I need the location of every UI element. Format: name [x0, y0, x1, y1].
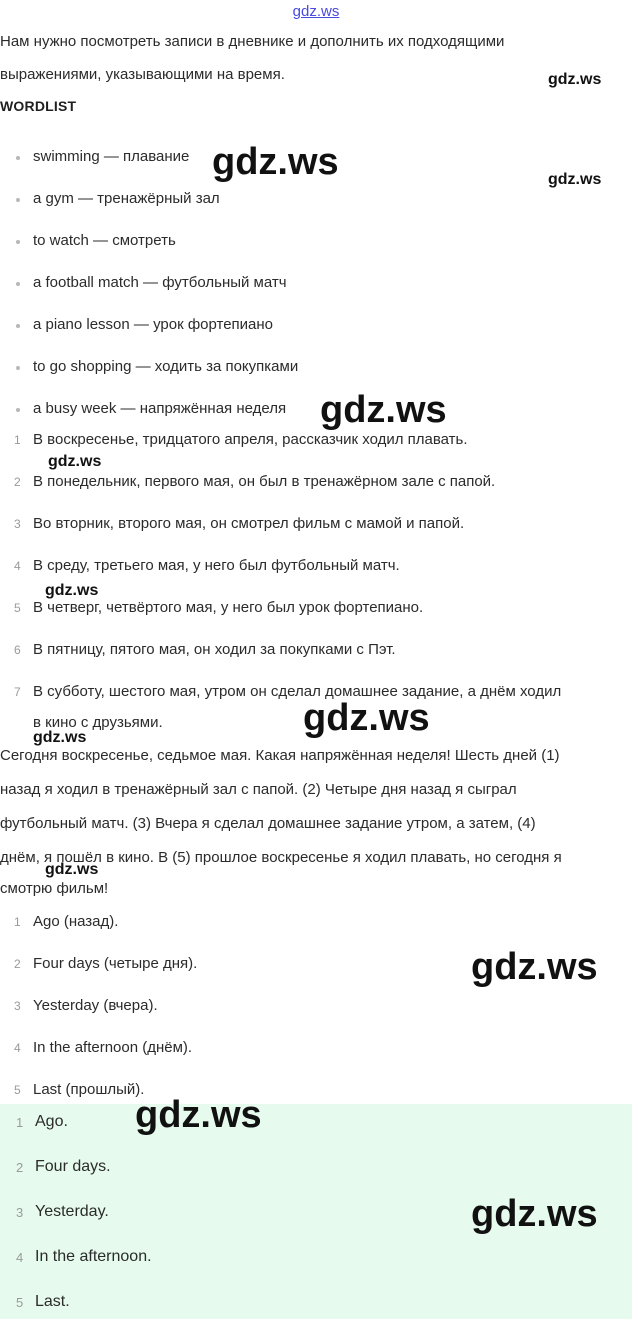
watermark: gdz.ws [548, 71, 602, 88]
hint-item: Four days (четыре дня). [33, 955, 198, 972]
story-line: футбольный матч. (3) Вчера я сделал домашнее задание утром, а затем, (4) [0, 815, 536, 832]
diary-item: В пятницу, пятого мая, он ходил за покупками с Пэт. [33, 641, 396, 658]
hint-number: 3 [14, 999, 21, 1013]
diary-number: 3 [14, 517, 21, 531]
wordlist-heading: WORDLIST [0, 98, 77, 114]
wordlist-item: to watch — смотреть [33, 232, 176, 249]
hint-item: Ago (назад). [33, 913, 119, 930]
wordlist-item: a busy week — напряжённая неделя [33, 400, 287, 417]
watermark: gdz.ws [548, 171, 602, 188]
answer-item: Yesterday. [35, 1203, 109, 1220]
hint-number: 4 [14, 1041, 21, 1055]
answer-item: Last. [35, 1293, 70, 1310]
story-line: смотрю фильм! [0, 880, 109, 897]
story-line: назад я ходил в тренажёрный зал с папой. (2) Четыре дня назад я сыграл [0, 781, 517, 798]
diary-number: 4 [14, 559, 21, 573]
wordlist-item: a football match — футбольный матч [33, 274, 287, 291]
diary-item: В субботу, шестого мая, утром он сделал домашнее задание, а днём ходил [33, 683, 562, 700]
wordlist-item: a piano lesson — урок фортепиано [33, 316, 274, 333]
diary-item: В понедельник, первого мая, он был в тренажёрном зале с папой. [33, 473, 496, 490]
diary-number: 6 [14, 643, 21, 657]
hint-item: In the afternoon (днём). [33, 1039, 193, 1056]
watermark: gdz.ws [471, 946, 598, 988]
diary-number: 7 [14, 685, 21, 699]
top-watermark-link[interactable]: gdz.ws [292, 3, 340, 20]
answer-item: Four days. [35, 1158, 111, 1175]
diary-item: В четверг, четвёртого мая, у него был урок фортепиано. [33, 599, 424, 616]
hint-number: 2 [14, 957, 21, 971]
hint-item: Yesterday (вчера). [33, 997, 158, 1014]
diary-number: 5 [14, 601, 21, 615]
diary-item: Во вторник, второго мая, он смотрел фильм с мамой и папой. [33, 515, 465, 532]
answer-item: Ago. [35, 1113, 68, 1130]
answer-item: In the afternoon. [35, 1248, 152, 1265]
answer-number: 5 [16, 1295, 24, 1310]
wordlist-item: to go shopping — ходить за покупками [33, 358, 299, 375]
bullet-icon [16, 408, 20, 412]
bullet-icon [16, 324, 20, 328]
bullet-icon [16, 156, 20, 160]
story-line: Сегодня воскресенье, седьмое мая. Какая напряжённая неделя! Шесть дней (1) [0, 747, 560, 764]
diary-number: 2 [14, 475, 21, 489]
watermark: gdz.ws [45, 582, 99, 599]
watermark: gdz.ws [48, 453, 102, 470]
hint-number: 5 [14, 1083, 21, 1097]
answer-number: 2 [16, 1160, 24, 1175]
intro-line-2: выражениями, указывающими на время. [0, 66, 285, 83]
bullet-icon [16, 366, 20, 370]
bullet-icon [16, 282, 20, 286]
watermark: gdz.ws [135, 1094, 262, 1136]
hint-item: Last (прошлый). [33, 1081, 145, 1098]
bullet-icon [16, 198, 20, 202]
diary-number: 1 [14, 433, 21, 447]
bullet-icon [16, 240, 20, 244]
diary-item: В среду, третьего мая, у него был футбольный матч. [33, 557, 400, 574]
watermark: gdz.ws [471, 1193, 598, 1235]
story-line: днём, я пошёл в кино. В (5) прошлое воскресенье я ходил плавать, но сегодня я [0, 849, 562, 866]
diary-item-continuation: в кино с друзьями. [33, 714, 163, 731]
wordlist-item: swimming — плавание [33, 148, 190, 165]
watermark: gdz.ws [212, 141, 339, 183]
watermark: gdz.ws [303, 697, 430, 739]
intro-line-1: Нам нужно посмотреть записи в дневнике и дополнить их подходящими [0, 33, 505, 50]
answer-number: 3 [16, 1205, 24, 1220]
wordlist-item: a gym — тренажёрный зал [33, 190, 220, 207]
hint-number: 1 [14, 915, 21, 929]
answer-number: 4 [16, 1250, 24, 1265]
watermark: gdz.ws [33, 729, 87, 746]
answer-number: 1 [16, 1115, 24, 1130]
watermark: gdz.ws [45, 861, 99, 878]
diary-item: В воскресенье, тридцатого апреля, рассказчик ходил плавать. [33, 431, 468, 448]
watermark: gdz.ws [320, 389, 447, 431]
